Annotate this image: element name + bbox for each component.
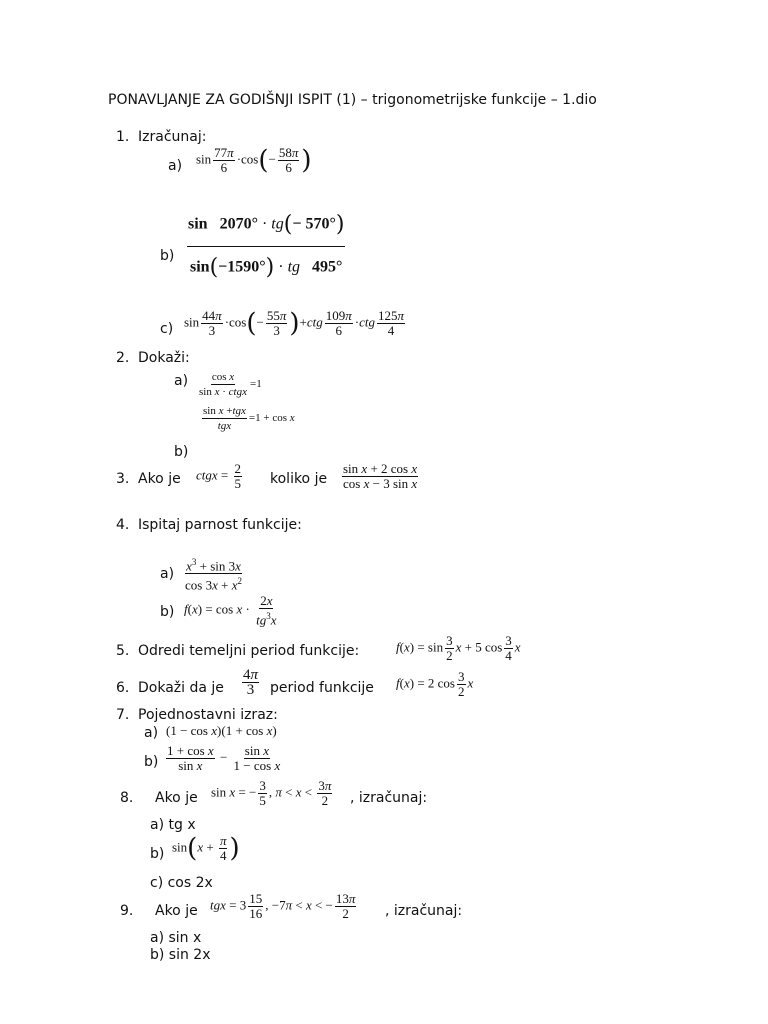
q2a-expression: $\frac{\text{cos x}}{\text{sin x · ctgx}}$ =1 [199,371,262,398]
q8-text-after: , izračunaj: [350,790,428,806]
q9-number: 9. [120,903,134,919]
q7a-expression: (1 − cos x)(1 + cos x) [166,723,277,738]
q7b-expression: $\frac{\text{1 + cos x}}{\text{sin x}}$ − $\frac{\text{sin x}}{\text{1 − cos x}}$ [167,743,281,773]
q4-number: 4. [116,517,130,533]
q7b-label: b) [144,754,159,770]
q8c-text: c) cos 2x [150,875,213,891]
q8b-expression: sin(x + $\frac{\pi}{4}$ ) [172,833,240,864]
q9b-text: b) sin 2x [150,947,211,963]
page-title: PONAVLJANJE ZA GODIŠNJI ISPIT (1) – trigonometrijske funkcije – 1.dio [108,92,597,108]
q6-text: Dokaži da je [138,680,224,696]
q9a-text: a) sin x [150,930,202,946]
q3-number: 3. [116,471,130,487]
q1a-label: a) [168,158,183,174]
q8-number: 8. [120,790,134,806]
q1c-expression: sin $\frac{44\pi}{3}$ ·cos(− $\frac{55\pi}{3}$ )+ctg $\frac{109\pi}{6}$ ·ctg $\frac{125\pi}{4}$ [184,308,405,339]
q1b-expression: sin 2070° · tg(− 570°) sin(−1590°) · tg 495° [188,212,345,280]
q6-period: $\frac{4\pi}{3}$ [243,667,259,698]
q2a-label: a) [174,373,189,389]
q1c-label: c) [160,321,174,337]
q4b-expression: f(x) = cos x · $\frac{2x}{tg^3x}$ [184,593,277,628]
q4b-label: b) [160,604,175,620]
q4-text: Ispitaj parnost funkcije: [138,517,302,533]
q7-text: Pojednostavni izraz: [138,707,278,723]
q9-condition: tgx = 3 $\frac{15}{16}$ , −7π < x < − $\frac{13\pi}{2}$ [210,891,356,921]
q1-text: Izračunaj: [138,129,207,145]
q9-text: Ako je [155,903,198,919]
q1-number: 1. [116,129,130,145]
q7-number: 7. [116,707,130,723]
q1a-expression: sin $\frac{77\pi}{6}$ ·cos(− $\frac{58\pi}{6}$ ) [196,145,312,176]
q8-text: Ako je [155,790,198,806]
q2a-expression-2: $\frac{\text{sin x +tgx}}{\text{tgx}}$ =1 + cos x [203,405,295,432]
q8b-label: b) [150,846,165,862]
q3-condition: ctgx = $\frac{2}{5}$ [196,461,241,491]
q2-text: Dokaži: [138,350,190,366]
q2-number: 2. [116,350,130,366]
q6-text-mid: period funkcije [270,680,374,696]
q2b-label: b) [174,444,189,460]
q3-expression: $\frac{\text{sin x + 2 cos x}}{\text{cos x − 3 sin x}}$ [343,461,418,491]
q1b-label: b) [160,248,175,264]
q5-function: f(x) = sin $\frac{3}{2}$ x + 5 cos $\frac{3}{4}$ x [396,633,521,663]
q3-text: Ako je [138,471,181,487]
q9-text-after: , izračunaj: [385,903,463,919]
q4a-label: a) [160,566,175,582]
q7a-label: a) [144,725,159,741]
q8-condition: sin x = − $\frac{3}{5}$ , π < x < $\frac{3\pi}{2}$ [211,778,332,808]
q4a-expression: $\frac{x^3 + \sin 3x}{\cos 3x + x^2}$ [185,557,242,593]
q6-number: 6. [116,680,130,696]
q5-number: 5. [116,643,130,659]
q3-text-mid: koliko je [270,471,328,487]
q8a-text: a) tg x [150,817,196,833]
q6-function: f(x) = 2 cos $\frac{3}{2}$ x [396,669,474,699]
q5-text: Odredi temeljni period funkcije: [138,643,360,659]
